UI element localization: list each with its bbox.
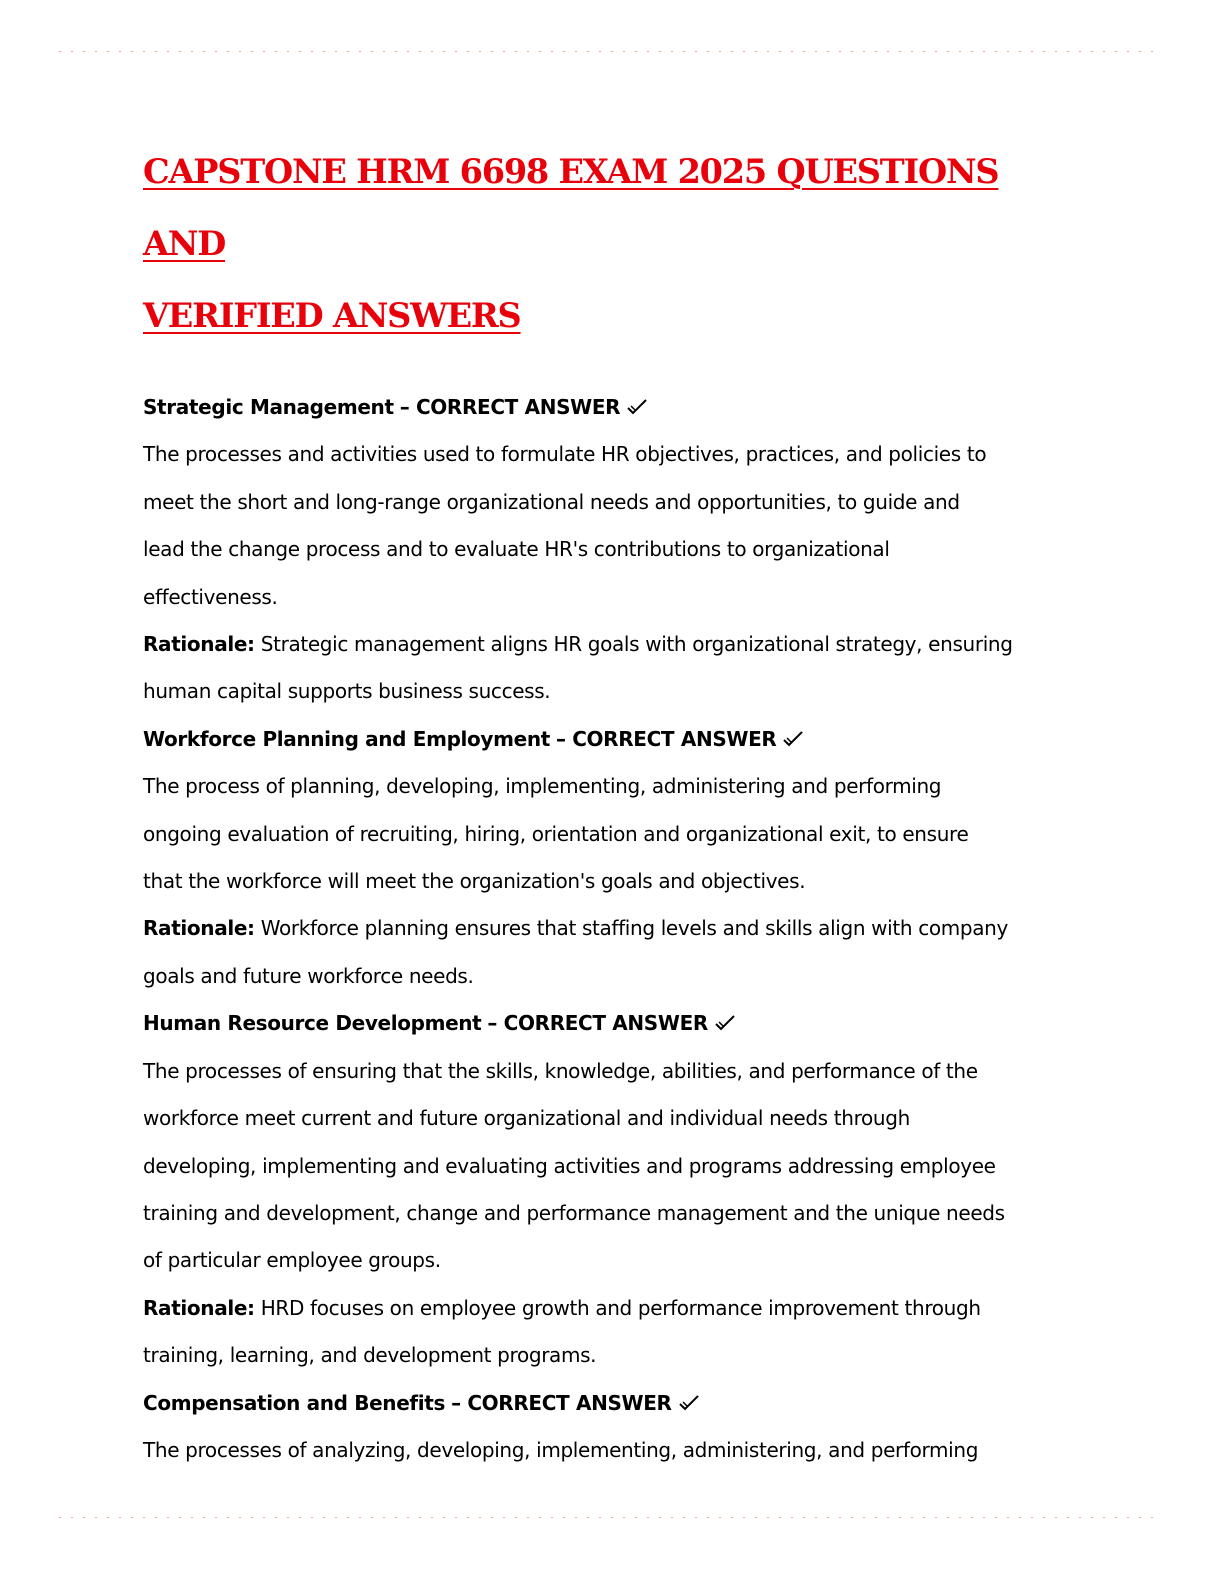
border-dash: [692, 51, 696, 52]
border-dash: [740, 1517, 744, 1518]
border-dash: [1004, 1517, 1008, 1518]
border-dash: [584, 51, 588, 52]
qa-entry: [143, 1380, 1078, 1475]
rationale-text: Strategic management aligns HR goals with organizational strategy, ensuring: [260, 632, 1013, 657]
border-dash: [188, 51, 192, 52]
border-dash: [260, 1517, 264, 1518]
border-dash: [344, 51, 348, 52]
border-dash: [332, 1517, 336, 1518]
rationale-label: Rationale:: [143, 632, 255, 657]
border-dash: [596, 1517, 600, 1518]
rationale-text: Workforce planning ensures that staffing levels and skills align with company: [260, 916, 1008, 941]
border-dash: [992, 1517, 996, 1518]
border-dash: [620, 1517, 624, 1518]
border-dash: [524, 1517, 528, 1518]
border-dash: [488, 1517, 492, 1518]
border-dash: [608, 1517, 612, 1518]
border-dash: [440, 1517, 444, 1518]
definition-line: ongoing evaluation of recruiting, hiring, orientation and organizational exit, to ensure: [143, 821, 969, 846]
rationale-label: Rationale:: [143, 916, 255, 941]
definition-line: The process of planning, developing, implementing, administering and performing: [143, 774, 942, 799]
definition-line: The processes of ensuring that the skills, knowledge, abilities, and performance of the: [143, 1058, 978, 1083]
border-dash: [308, 1517, 312, 1518]
border-dash: [932, 51, 936, 52]
border-dash: [56, 51, 60, 52]
border-dash: [212, 51, 216, 52]
border-dash: [800, 1517, 804, 1518]
border-dash: [560, 51, 564, 52]
border-dash: [956, 1517, 960, 1518]
border-dash: [920, 51, 924, 52]
border-dash: [476, 1517, 480, 1518]
border-dash: [968, 51, 972, 52]
border-dash: [80, 1517, 84, 1518]
qa-entry: [143, 384, 1078, 716]
correct-answer-label: – CORRECT ANSWER: [399, 395, 621, 419]
border-dash: [752, 51, 756, 52]
rationale-text: HRD focuses on employee growth and performance improvement through: [260, 1295, 981, 1320]
border-dash: [596, 51, 600, 52]
decorative-border-top: [56, 44, 1164, 52]
border-dash: [1004, 51, 1008, 52]
rationale-line: [143, 953, 1078, 1000]
border-dash: [104, 1517, 108, 1518]
border-dash: [1052, 51, 1056, 52]
border-dash: [1124, 1517, 1128, 1518]
border-dash: [152, 1517, 156, 1518]
border-dash: [272, 51, 276, 52]
border-dash: [1088, 51, 1092, 52]
border-dash: [176, 51, 180, 52]
definition-line: developing, implementing and evaluating activities and programs addressing employee: [143, 1153, 996, 1178]
entry-heading: [143, 716, 1078, 763]
border-dash: [812, 51, 816, 52]
border-dash: [1016, 51, 1020, 52]
border-dash: [536, 51, 540, 52]
border-dash: [200, 51, 204, 52]
border-dash: [188, 1517, 192, 1518]
border-dash: [860, 51, 864, 52]
border-dash: [872, 51, 876, 52]
border-dash: [380, 51, 384, 52]
border-dash: [140, 1517, 144, 1518]
border-dash: [656, 1517, 660, 1518]
border-dash: [1136, 1517, 1140, 1518]
border-dash: [872, 1517, 876, 1518]
border-dash: [896, 51, 900, 52]
border-dash: [1100, 51, 1104, 52]
border-dash: [80, 51, 84, 52]
border-dash: [716, 51, 720, 52]
definition-line: effectiveness.: [143, 584, 278, 609]
border-dash: [1076, 51, 1080, 52]
border-dash: [920, 1517, 924, 1518]
border-dash: [1064, 1517, 1068, 1518]
border-dash: [848, 51, 852, 52]
border-dash: [440, 51, 444, 52]
border-dash: [1076, 1517, 1080, 1518]
border-dash: [704, 51, 708, 52]
check-mark-icon: [782, 716, 804, 763]
border-dash: [980, 51, 984, 52]
border-dash: [656, 51, 660, 52]
definition-line: lead the change process and to evaluate HR's contributions to organizational: [143, 537, 890, 562]
document-title: [143, 136, 1078, 352]
border-dash: [548, 1517, 552, 1518]
border-dash: [284, 51, 288, 52]
entry-term: Compensation and Benefits: [143, 1390, 446, 1415]
border-dash: [584, 1517, 588, 1518]
border-dash: [68, 51, 72, 52]
rationale-line: [143, 1332, 1078, 1379]
border-dash: [836, 1517, 840, 1518]
rationale-line: [143, 905, 1078, 952]
border-dash: [128, 1517, 132, 1518]
border-dash: [968, 1517, 972, 1518]
border-dash: [692, 1517, 696, 1518]
border-dash: [308, 51, 312, 52]
border-dash: [620, 51, 624, 52]
border-dash: [704, 1517, 708, 1518]
document-page: [143, 136, 1078, 1474]
border-dash: [92, 51, 96, 52]
qa-entry: [143, 716, 1078, 1000]
border-dash: [932, 1517, 936, 1518]
border-dash: [788, 51, 792, 52]
border-dash: [668, 1517, 672, 1518]
border-dash: [944, 51, 948, 52]
border-dash: [476, 51, 480, 52]
border-dash: [392, 51, 396, 52]
border-dash: [560, 1517, 564, 1518]
border-dash: [212, 1517, 216, 1518]
border-dash: [776, 1517, 780, 1518]
border-dash: [680, 1517, 684, 1518]
border-dash: [752, 1517, 756, 1518]
border-dash: [728, 51, 732, 52]
rationale-text: training, learning, and development programs.: [143, 1343, 597, 1368]
border-dash: [236, 1517, 240, 1518]
border-dash: [512, 51, 516, 52]
entry-heading: [143, 384, 1078, 431]
border-dash: [368, 1517, 372, 1518]
border-dash: [236, 51, 240, 52]
rationale-label: Rationale:: [143, 1295, 255, 1320]
border-dash: [812, 1517, 816, 1518]
border-dash: [1040, 51, 1044, 52]
border-dash: [512, 1517, 516, 1518]
border-dash: [224, 1517, 228, 1518]
rationale-line: [143, 621, 1078, 668]
border-dash: [1148, 51, 1152, 52]
border-dash: [1052, 1517, 1056, 1518]
rationale-line: [143, 1285, 1078, 1332]
border-dash: [416, 1517, 420, 1518]
border-dash: [284, 1517, 288, 1518]
border-dash: [356, 51, 360, 52]
check-mark-icon: [626, 384, 648, 431]
entry-term: Human Resource Development: [143, 1011, 482, 1036]
correct-answer-label: – CORRECT ANSWER: [451, 1390, 672, 1415]
border-dash: [164, 51, 168, 52]
entry-heading: [143, 1000, 1078, 1047]
definition-line: workforce meet current and future organizational and individual needs through: [143, 1106, 910, 1131]
border-dash: [824, 1517, 828, 1518]
border-dash: [908, 1517, 912, 1518]
entry-term: Workforce Planning and Employment: [143, 726, 550, 751]
border-dash: [848, 1517, 852, 1518]
border-dash: [800, 51, 804, 52]
border-dash: [296, 51, 300, 52]
border-dash: [1028, 1517, 1032, 1518]
qa-entry: [143, 1000, 1078, 1379]
border-dash: [452, 1517, 456, 1518]
border-dash: [380, 1517, 384, 1518]
border-dash: [908, 51, 912, 52]
border-dash: [1136, 51, 1140, 52]
border-dash: [1028, 51, 1032, 52]
border-dash: [104, 51, 108, 52]
border-dash: [92, 1517, 96, 1518]
border-dash: [644, 1517, 648, 1518]
correct-answer-label: – CORRECT ANSWER: [487, 1011, 708, 1036]
border-dash: [248, 1517, 252, 1518]
border-dash: [152, 51, 156, 52]
border-dash: [500, 51, 504, 52]
title-line-2: VERIFIED ANSWERS: [143, 296, 521, 335]
border-dash: [836, 51, 840, 52]
border-dash: [668, 51, 672, 52]
definition-line: The processes and activities used to formulate HR objectives, practices, and policies to: [143, 442, 987, 467]
border-dash: [740, 51, 744, 52]
border-dash: [524, 51, 528, 52]
border-dash: [428, 51, 432, 52]
border-dash: [404, 1517, 408, 1518]
border-dash: [128, 51, 132, 52]
border-dash: [1040, 1517, 1044, 1518]
check-mark-icon: [714, 1000, 736, 1047]
border-dash: [608, 51, 612, 52]
border-dash: [224, 51, 228, 52]
border-dash: [956, 51, 960, 52]
border-dash: [680, 51, 684, 52]
correct-answer-label: – CORRECT ANSWER: [555, 726, 777, 751]
border-dash: [764, 51, 768, 52]
border-dash: [464, 1517, 468, 1518]
border-dash: [1112, 51, 1116, 52]
definition-line: meet the short and long-range organizational needs and opportunities, to guide and: [143, 489, 960, 514]
qa-entries: [143, 384, 1078, 1474]
border-dash: [428, 1517, 432, 1518]
border-dash: [68, 1517, 72, 1518]
border-dash: [884, 1517, 888, 1518]
border-dash: [296, 1517, 300, 1518]
border-dash: [716, 1517, 720, 1518]
border-dash: [500, 1517, 504, 1518]
border-dash: [788, 1517, 792, 1518]
definition-line: that the workforce will meet the organization's goals and objectives.: [143, 869, 806, 894]
border-dash: [1100, 1517, 1104, 1518]
border-dash: [992, 51, 996, 52]
border-dash: [1112, 1517, 1116, 1518]
border-dash: [140, 51, 144, 52]
border-dash: [1064, 51, 1068, 52]
border-dash: [56, 1517, 60, 1518]
border-dash: [488, 51, 492, 52]
border-dash: [572, 1517, 576, 1518]
border-dash: [764, 1517, 768, 1518]
border-dash: [164, 1517, 168, 1518]
border-dash: [548, 51, 552, 52]
border-dash: [452, 51, 456, 52]
border-dash: [404, 51, 408, 52]
border-dash: [260, 51, 264, 52]
border-dash: [632, 51, 636, 52]
border-dash: [416, 51, 420, 52]
definition-line: training and development, change and performance management and the unique needs: [143, 1200, 1005, 1225]
border-dash: [116, 1517, 120, 1518]
border-dash: [464, 51, 468, 52]
border-dash: [884, 51, 888, 52]
definition-line: of particular employee groups.: [143, 1248, 441, 1273]
border-dash: [1124, 51, 1128, 52]
border-dash: [368, 51, 372, 52]
border-dash: [728, 1517, 732, 1518]
border-dash: [320, 1517, 324, 1518]
border-dash: [644, 51, 648, 52]
rationale-line: [143, 668, 1078, 715]
border-dash: [392, 1517, 396, 1518]
border-dash: [536, 1517, 540, 1518]
border-dash: [572, 51, 576, 52]
border-dash: [632, 1517, 636, 1518]
border-dash: [176, 1517, 180, 1518]
border-dash: [332, 51, 336, 52]
border-dash: [116, 51, 120, 52]
border-dash: [1016, 1517, 1020, 1518]
border-dash: [776, 51, 780, 52]
border-dash: [1088, 1517, 1092, 1518]
border-dash: [896, 1517, 900, 1518]
border-dash: [980, 1517, 984, 1518]
check-mark-icon: [678, 1380, 700, 1427]
border-dash: [320, 51, 324, 52]
title-line-1: CAPSTONE HRM 6698 EXAM 2025 QUESTIONS AND: [143, 152, 999, 263]
border-dash: [824, 51, 828, 52]
border-dash: [344, 1517, 348, 1518]
border-dash: [860, 1517, 864, 1518]
entry-heading: [143, 1380, 1078, 1427]
border-dash: [248, 51, 252, 52]
border-dash: [1148, 1517, 1152, 1518]
rationale-text: human capital supports business success.: [143, 679, 551, 704]
border-dash: [356, 1517, 360, 1518]
definition-line: The processes of analyzing, developing, implementing, administering, and performing: [143, 1437, 979, 1462]
border-dash: [200, 1517, 204, 1518]
decorative-border-bottom: [56, 1510, 1164, 1518]
rationale-text: goals and future workforce needs.: [143, 963, 474, 988]
border-dash: [944, 1517, 948, 1518]
entry-term: Strategic Management: [143, 395, 394, 419]
border-dash: [272, 1517, 276, 1518]
